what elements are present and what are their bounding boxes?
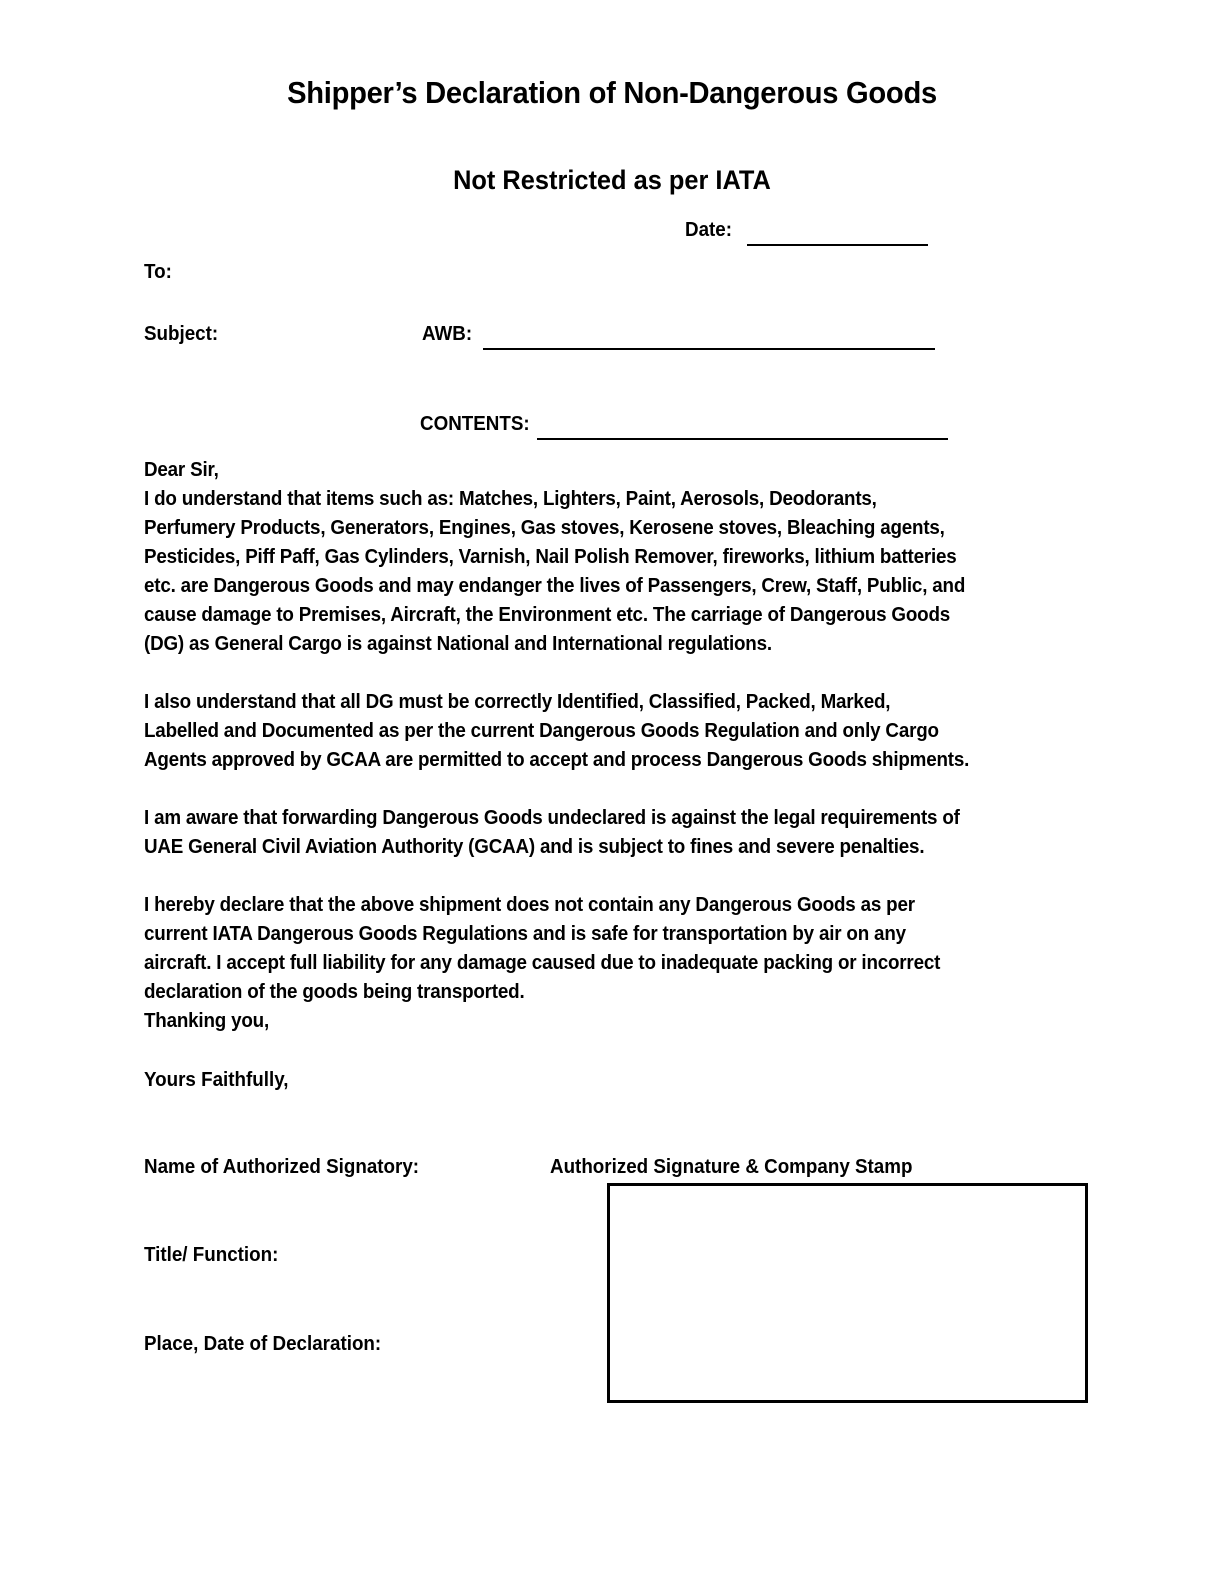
date-blank-line bbox=[747, 216, 928, 246]
subject-label: Subject: bbox=[144, 323, 219, 345]
page-title: Shipper’s Declaration of Non-Dangerous Goods bbox=[287, 75, 937, 110]
awb-label: AWB: bbox=[422, 323, 473, 345]
closing-line: Yours Faithfully, bbox=[144, 1069, 289, 1091]
to-label: To: bbox=[144, 261, 172, 283]
thanking-line: Thanking you, bbox=[144, 1010, 269, 1032]
contents-blank-line bbox=[537, 410, 948, 440]
paragraph1-line: I do understand that items such as: Matches, Lighters, Paint, Aerosols, Deodorants, bbox=[144, 488, 877, 510]
contents-label: CONTENTS: bbox=[420, 413, 530, 435]
awb-blank-line bbox=[483, 320, 935, 350]
paragraph-gap bbox=[144, 659, 1022, 688]
paragraph1-line: Pesticides, Piff Paff, Gas Cylinders, Varnish, Nail Polish Remover, fireworks, lithium batteries bbox=[144, 546, 957, 568]
paragraph4-line: I hereby declare that the above shipment does not contain any Dangerous Goods as per bbox=[144, 894, 915, 916]
paragraph2-line: Agents approved by GCAA are permitted to accept and process Dangerous Goods shipments. bbox=[144, 749, 970, 771]
paragraph-gap bbox=[144, 775, 1022, 804]
stamp-label: Authorized Signature & Company Stamp bbox=[550, 1156, 913, 1178]
paragraph1-line: etc. are Dangerous Goods and may endanger the lives of Passengers, Crew, Staff, Public, and bbox=[144, 575, 966, 597]
date-label: Date: bbox=[685, 219, 733, 241]
paragraph2-line: Labelled and Documented as per the current Dangerous Goods Regulation and only Cargo bbox=[144, 720, 939, 742]
paragraph3-line: I am aware that forwarding Dangerous Goods undeclared is against the legal requirements of bbox=[144, 807, 960, 829]
signature-stamp-box bbox=[607, 1183, 1088, 1403]
page-subtitle: Not Restricted as per IATA bbox=[453, 165, 771, 195]
paragraph1-line: cause damage to Premises, Aircraft, the Environment etc. The carriage of Dangerous Goods bbox=[144, 604, 951, 626]
paragraph4-line: declaration of the goods being transported. bbox=[144, 981, 525, 1003]
paragraph4-line: aircraft. I accept full liability for any damage caused due to inadequate packing or incorrect bbox=[144, 952, 941, 974]
salutation: Dear Sir, bbox=[144, 459, 219, 481]
paragraph3-line: UAE General Civil Aviation Authority (GCAA) and is subject to fines and severe penalties. bbox=[144, 836, 925, 858]
place-date-label: Place, Date of Declaration: bbox=[144, 1333, 382, 1355]
paragraph1-line: Perfumery Products, Generators, Engines, Gas stoves, Kerosene stoves, Bleaching agents, bbox=[144, 517, 945, 539]
letter-body bbox=[144, 456, 1022, 1036]
paragraph4-line: current IATA Dangerous Goods Regulations and is safe for transportation by air on any bbox=[144, 923, 906, 945]
signatory-label: Name of Authorized Signatory: bbox=[144, 1156, 420, 1178]
paragraph-gap bbox=[144, 862, 1022, 891]
paragraph1-line: (DG) as General Cargo is against National and International regulations. bbox=[144, 633, 772, 655]
paragraph2-line: I also understand that all DG must be correctly Identified, Classified, Packed, Marked, bbox=[144, 691, 891, 713]
title-function-label: Title/ Function: bbox=[144, 1244, 279, 1266]
